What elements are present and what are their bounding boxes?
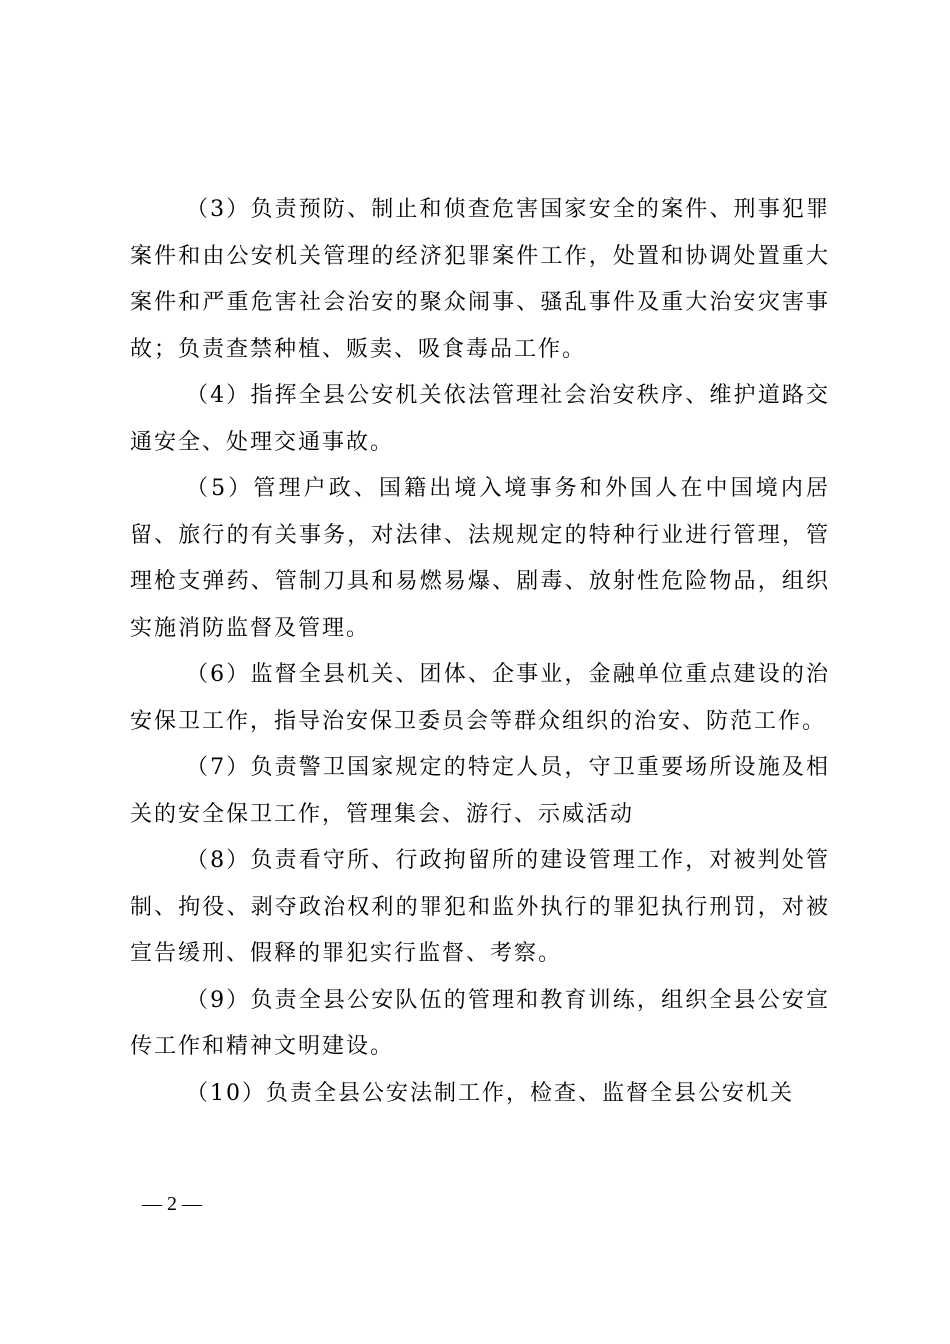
paragraph-item-5: （5）管理户政、国籍出境入境事务和外国人在中国境内居留、旅行的有关事务，对法律、法规规定的特种行业进行管理，管理枪支弹药、管制刀具和易燃易爆、剧毒、放射性危险物品，组织实施消防监督及管理。 <box>130 476 830 641</box>
paragraph-item-7: （7）负责警卫国家规定的特定人员，守卫重要场所设施及相关的安全保卫工作，管理集会、游行、示威活动 <box>130 755 830 827</box>
paragraph-item-10: （10）负责全县公安法制工作，检查、监督全县公安机关 <box>186 1080 794 1106</box>
paragraph-item-9: （9）负责全县公安队伍的管理和教育训练，组织全县公安宣传工作和精神文明建设。 <box>130 987 830 1059</box>
page-number: — 2 — <box>142 1193 202 1215</box>
paragraph-item-6: （6）监督全县机关、团体、企事业，金融单位重点建设的治安保卫工作，指导治安保卫委员会等群众组织的治安、防范工作。 <box>130 662 830 734</box>
paragraph-item-8: （8）负责看守所、行政拘留所的建设管理工作，对被判处管制、拘役、剥夺政治权利的罪犯和监外执行的罪犯执行刑罚，对被宣告缓刑、假释的罪犯实行监督、考察。 <box>130 848 830 966</box>
paragraph-item-3: （3）负责预防、制止和侦查危害国家安全的案件、刑事犯罪案件和由公安机关管理的经济犯罪案件工作，处置和协调处置重大案件和严重危害社会治安的聚众闹事、骚乱事件及重大治安灾害事故；负责查禁种植、贩卖、吸食毒品工作。 <box>130 197 830 362</box>
paragraph-item-4: （4）指挥全县公安机关依法管理社会治安秩序、维护道路交通安全、处理交通事故。 <box>130 383 830 455</box>
document-body <box>130 187 830 1117</box>
